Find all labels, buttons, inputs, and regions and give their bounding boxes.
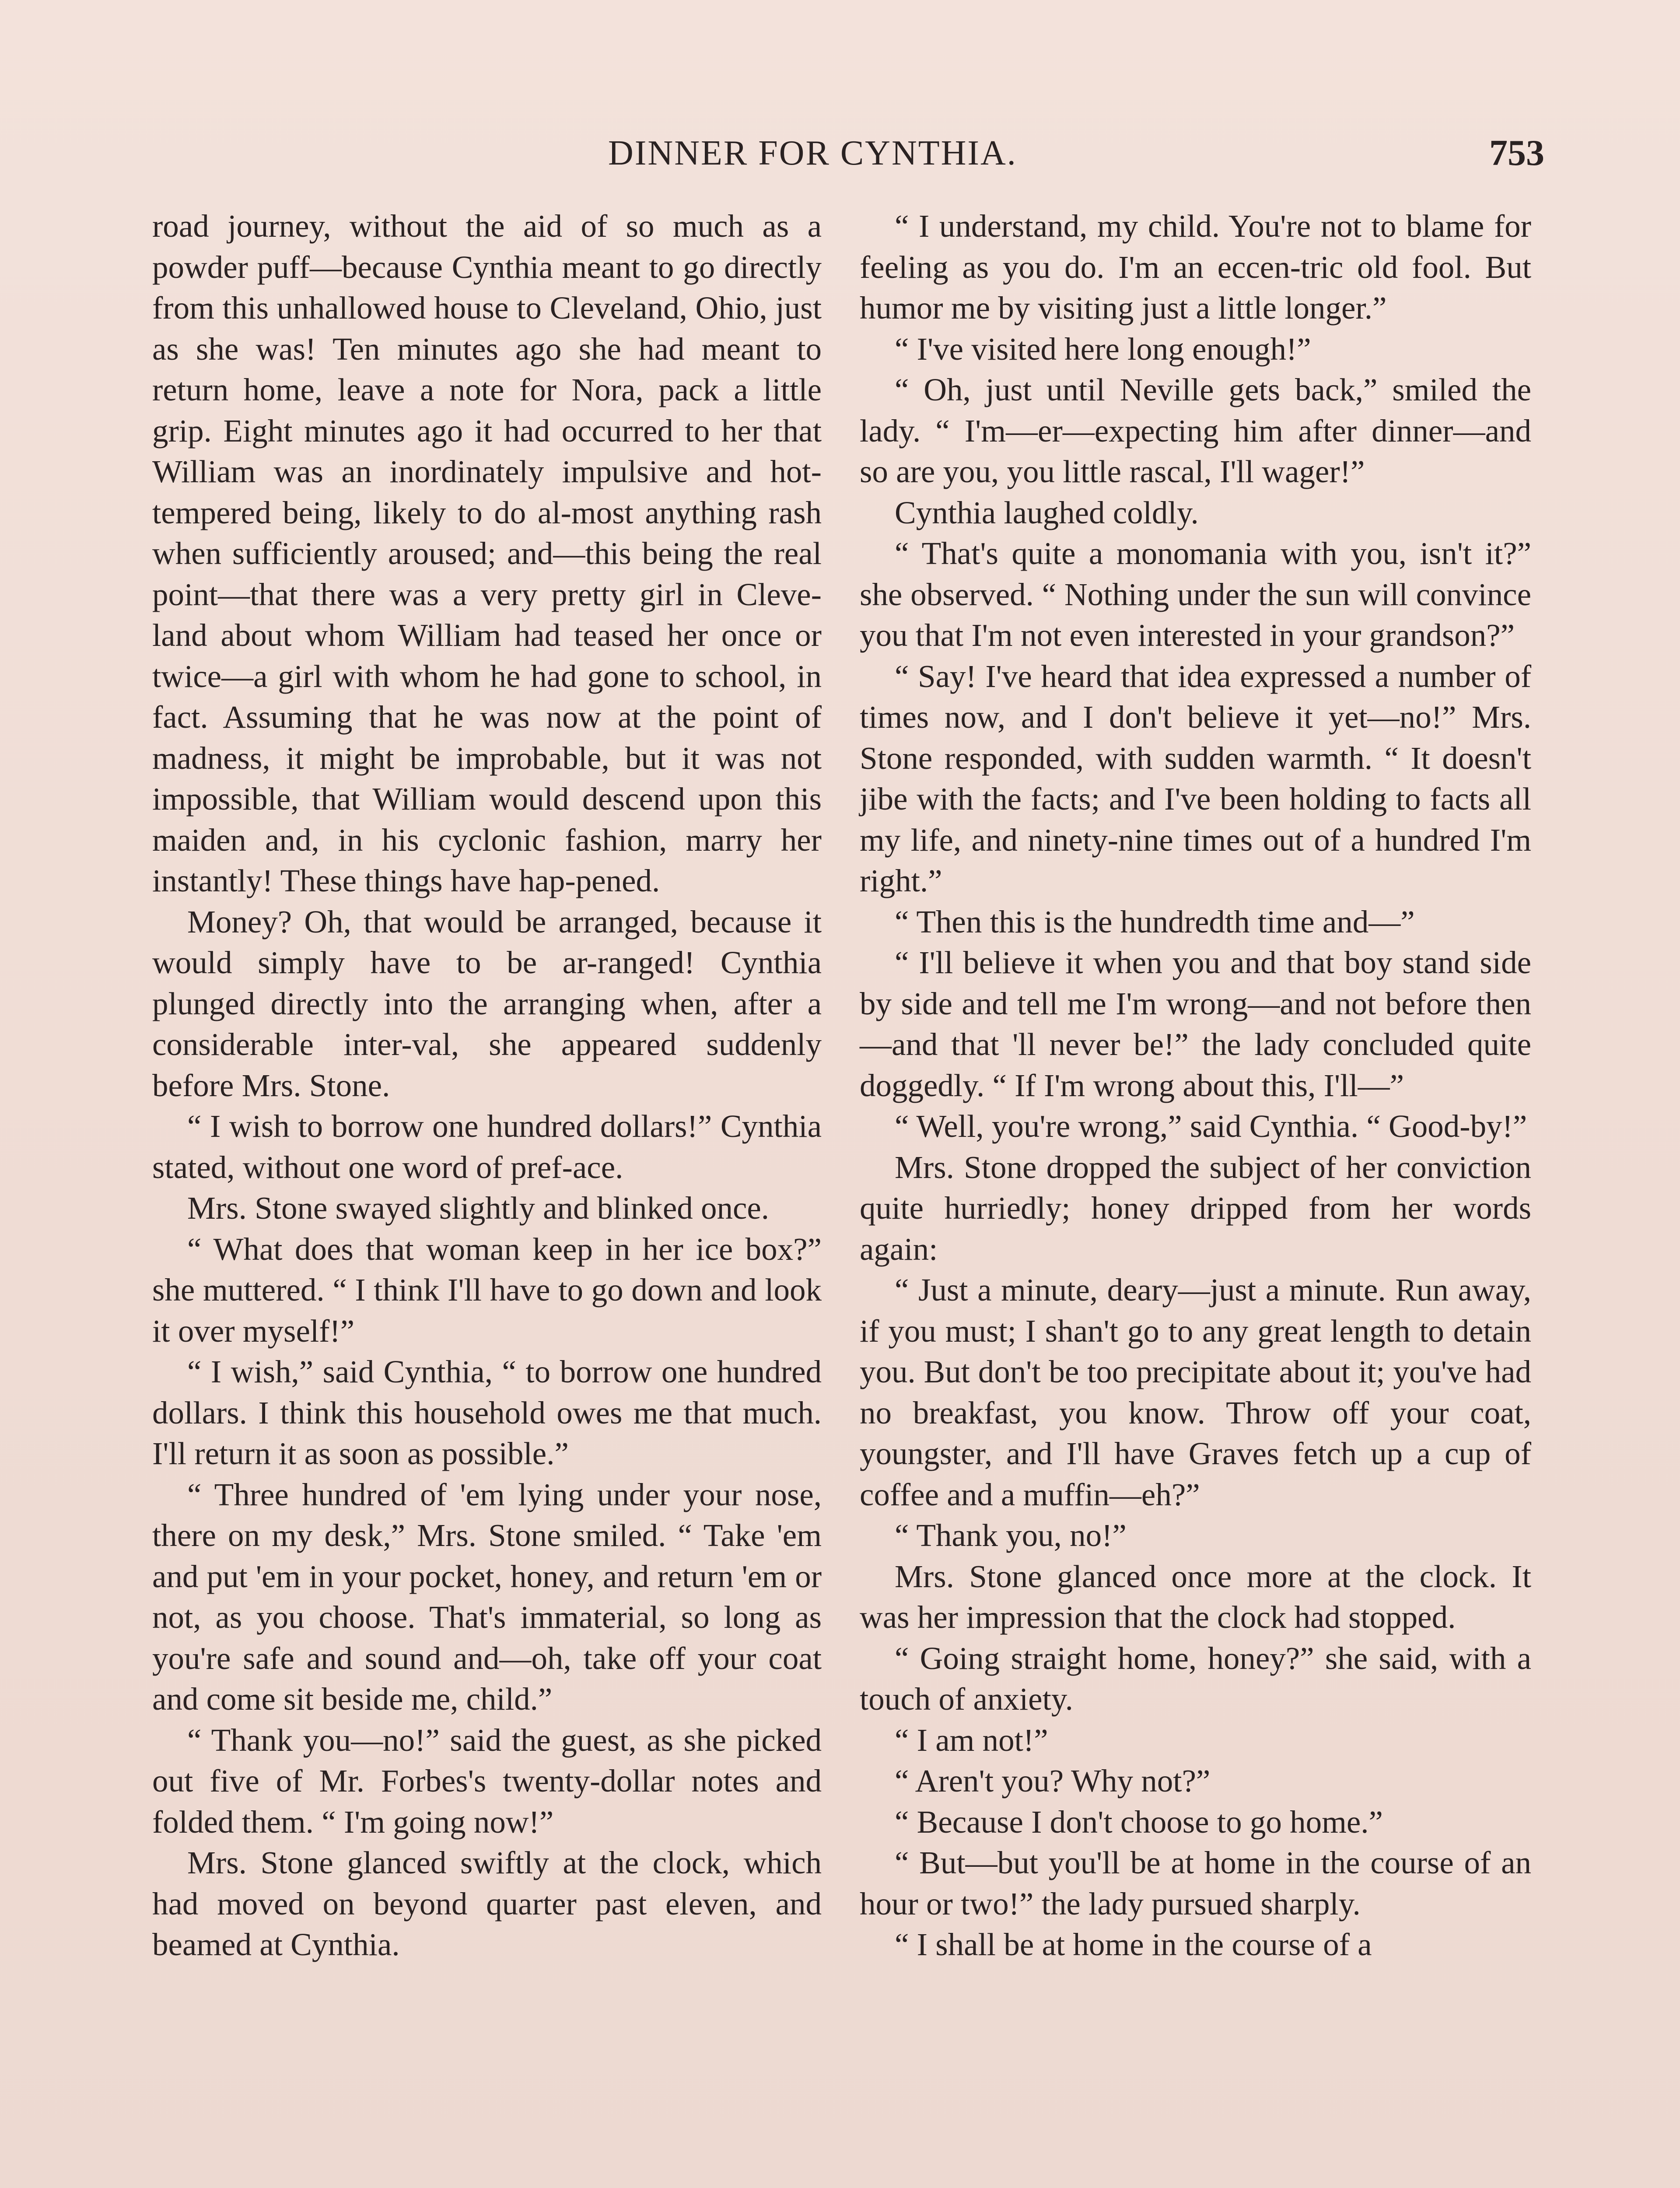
paragraph: “ I am not!”: [895, 1722, 1048, 1758]
page-number: 753: [1489, 133, 1544, 173]
left-column: [152, 206, 822, 1965]
running-title: DINNER FOR CYNTHIA.: [608, 134, 1017, 172]
page-header: [149, 129, 1544, 177]
paragraph: “ But—but you'll be at home in the course of an hour or two!” the lady pursued sharply.: [860, 1845, 1531, 1922]
paragraph: “ Three hundred of 'em lying under your nose, there on my desk,” Mrs. Stone smiled. “ Take 'em and put 'em in your pocket, honey, and return 'em or not, as you choose. That's immaterial, so long as you're safe and sound and—oh, take off your coat and come sit beside me, child.”: [152, 1476, 822, 1717]
paragraph: “ Aren't you? Why not?”: [895, 1763, 1211, 1799]
paragraph: Money? Oh, that would be arranged, because it would simply have to be ar-ranged! Cynthia plunged directly into the arranging when, after a considerable inter-val, she appeared suddenly before Mrs. Stone.: [152, 904, 822, 1103]
paragraph: “ Because I don't choose to go home.”: [895, 1804, 1383, 1840]
paragraph: “ What does that woman keep in her ice box?” she muttered. “ I think I'll have to go down and look it over myself!”: [152, 1231, 822, 1349]
paragraph: Mrs. Stone glanced swiftly at the clock, which had moved on beyond quarter past eleven, and beamed at Cynthia.: [152, 1845, 822, 1962]
paragraph: “ I wish,” said Cynthia, “ to borrow one hundred dollars. I think this household owes me that much. I'll return it as soon as possible.”: [152, 1354, 822, 1471]
paragraph: “ I've visited here long enough!”: [895, 331, 1311, 367]
paragraph: “ Then this is the hundredth time and—”: [895, 904, 1415, 940]
paragraph: Mrs. Stone glanced once more at the clock. It was her impression that the clock had stopped.: [860, 1558, 1531, 1635]
paragraph: “ That's quite a monomania with you, isn't it?” she observed. “ Nothing under the sun will convince you that I'm not even interested in your grandson?”: [860, 536, 1531, 653]
paragraph: Cynthia laughed coldly.: [895, 494, 1199, 530]
paragraph: “ Thank you, no!”: [895, 1518, 1127, 1553]
paragraph: “ Thank you—no!” said the guest, as she picked out five of Mr. Forbes's twenty-dollar notes and folded them. “ I'm going now!”: [152, 1722, 822, 1840]
paragraph: “ I understand, my child. You're not to blame for feeling as you do. I'm an eccen-tric old fool. But humor me by visiting just a little longer.”: [860, 208, 1531, 326]
paragraph: “ Oh, just until Neville gets back,” smiled the lady. “ I'm—er—expecting him after dinner—and so are you, you little rascal, I'll wager!”: [860, 372, 1531, 489]
paragraph: Mrs. Stone swayed slightly and blinked once.: [187, 1190, 770, 1226]
paragraph: “ Just a minute, deary—just a minute. Run away, if you must; I shan't go to any great length to detain you. But don't be too precipitate about it; you've had no breakfast, you know. Throw off your coat, youngster, and I'll have Graves fetch up a cup of coffee and a muffin—eh?”: [860, 1272, 1531, 1512]
paragraph: “ Say! I've heard that idea expressed a number of times now, and I don't believe it yet—no!” Mrs. Stone responded, with sudden warmth. “ It doesn't jibe with the facts; and I've been holding to facts all my life, and ninety-nine times out of a hundred I'm right.”: [860, 658, 1531, 898]
paragraph: “ I'll believe it when you and that boy stand side by side and tell me I'm wrong—and not before then—and that 'll never be!” the lady concluded quite doggedly. “ If I'm wrong about this, I'll—”: [860, 945, 1531, 1103]
paragraph: road journey, without the aid of so much as a powder puff—because Cynthia meant to go directly from this unhallowed house to Cleveland, Ohio, just as she was! Ten minutes ago she had meant to return home, leave a note for Nora, pack a little grip. Eight minutes ago it had occurred to her that William was an inordinately impulsive and hot-tempered being, likely to do al-most anything rash when sufficiently aroused; and—this being the real point—that there was a very pretty girl in Cleve-land about whom William had teased her once or twice—a girl with whom he had gone to school, in fact. Assuming that he was now at the point of madness, it might be improbable, but it was not impossible, that William would descend upon this maiden and, in his cyclonic fashion, marry her instantly! These things have hap-pened.: [152, 208, 822, 898]
paragraph: “ I wish to borrow one hundred dollars!” Cynthia stated, without one word of pref-ace.: [152, 1108, 822, 1185]
paragraph: “ I shall be at home in the course of a: [895, 1927, 1372, 1962]
paragraph: “ Going straight home, honey?” she said, with a touch of anxiety.: [860, 1640, 1531, 1717]
paragraph: Mrs. Stone dropped the subject of her conviction quite hurriedly; honey dripped from her words again:: [860, 1149, 1531, 1267]
paragraph: “ Well, you're wrong,” said Cynthia. “ Good-by!”: [895, 1108, 1527, 1144]
right-column: [860, 206, 1531, 1965]
